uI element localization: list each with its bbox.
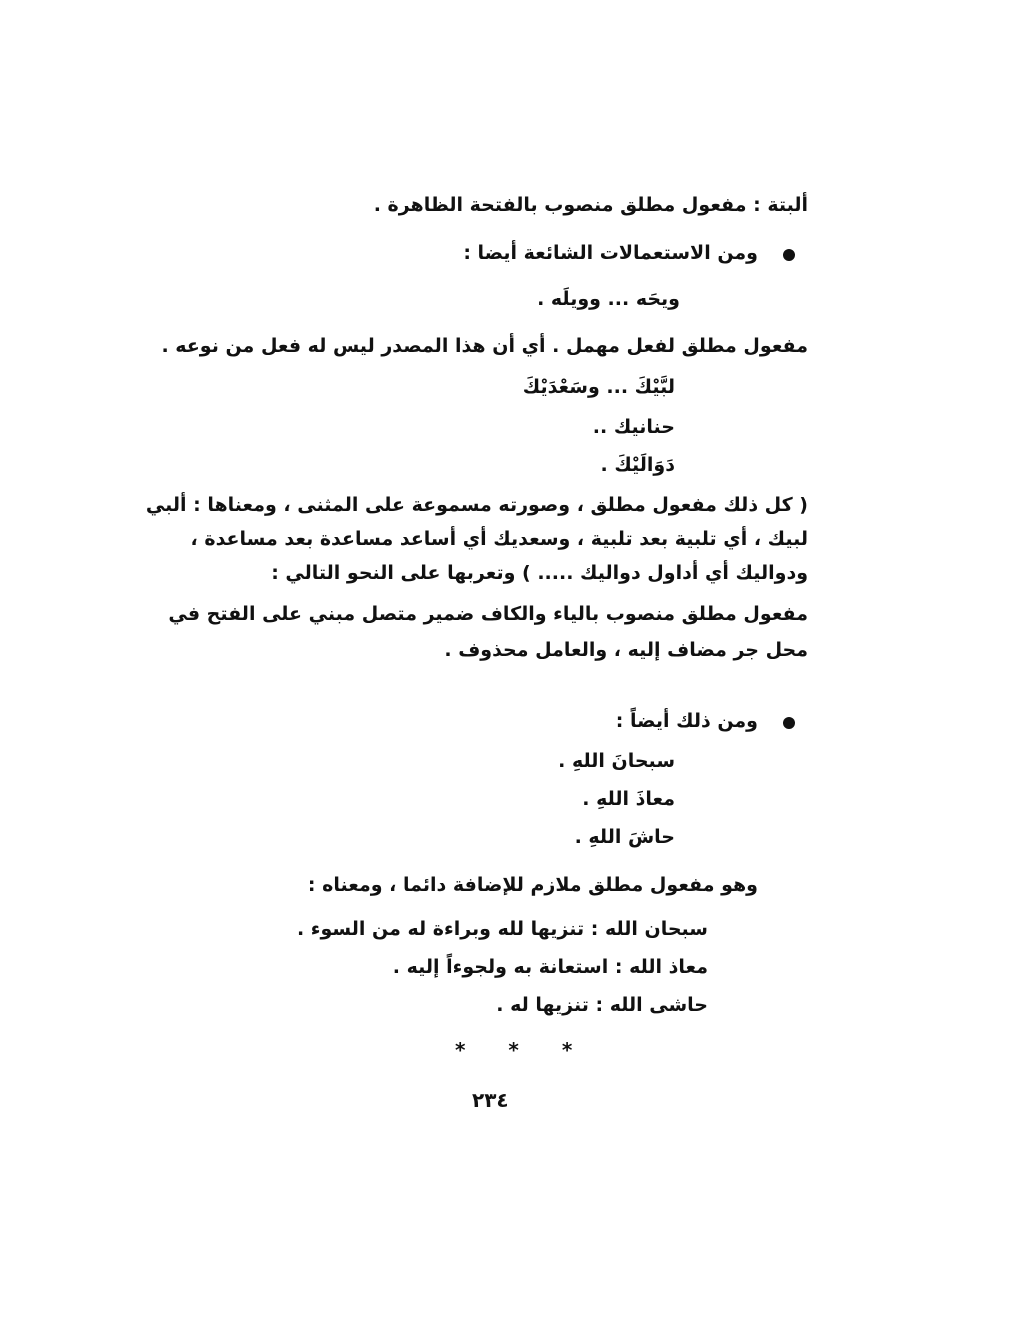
text-line: لبَّيْكَ ... وسَعْدَيْكَ bbox=[522, 376, 675, 398]
text-line: لبيك ، أي تلبية بعد تلبية ، وسعديك أي أساعد مساعدة بعد مساعدة ، bbox=[190, 528, 808, 550]
bullet-icon bbox=[783, 717, 795, 729]
text-line: معاذَ اللهِ . bbox=[582, 788, 675, 810]
text-line: ودواليك أي أداول دواليك ..... ) وتعربها على النحو التالي : bbox=[271, 562, 808, 584]
page-number: ٢٣٤ bbox=[472, 1088, 509, 1112]
text-line: ( كل ذلك مفعول مطلق ، وصورته مسموعة على المثنى ، ومعناها : ألبي bbox=[145, 494, 808, 516]
text-line: وهو مفعول مطلق ملازم للإضافة دائما ، ومعناه : bbox=[307, 874, 758, 896]
text-line: حنانيك .. bbox=[592, 416, 675, 438]
text-line: سبحان الله : تنزيها لله وبراءة له من السوء . bbox=[296, 918, 708, 940]
text-line: ألبتة : مفعول مطلق منصوب بالفتحة الظاهرة . bbox=[373, 194, 808, 216]
text-line: مفعول مطلق لفعل مهمل . أي أن هذا المصدر ليس له فعل من نوعه . bbox=[161, 335, 808, 357]
text-line: ومن الاستعمالات الشائعة أيضا : bbox=[463, 242, 758, 264]
bullet-icon bbox=[783, 249, 795, 261]
text-line: سبحانَ اللهِ . bbox=[558, 750, 675, 772]
text-line: محل جر مضاف إليه ، والعامل محذوف . bbox=[444, 639, 808, 661]
text-line: دَوَالَيْكَ . bbox=[600, 454, 675, 476]
text-line: معاذ الله : استعانة به ولجوءاً إليه . bbox=[392, 956, 708, 978]
text-line: ومن ذلك أيضاً : bbox=[615, 710, 758, 732]
text-line: حاشى الله : تنزيها له . bbox=[496, 994, 708, 1016]
section-separator: * * * bbox=[455, 1038, 591, 1062]
text-line: ويحَه ... وويلَه . bbox=[537, 288, 680, 310]
text-line: مفعول مطلق منصوب بالياء والكاف ضمير متصل مبني على الفتح في bbox=[168, 603, 808, 625]
text-line: حاشَ اللهِ . bbox=[574, 826, 675, 848]
